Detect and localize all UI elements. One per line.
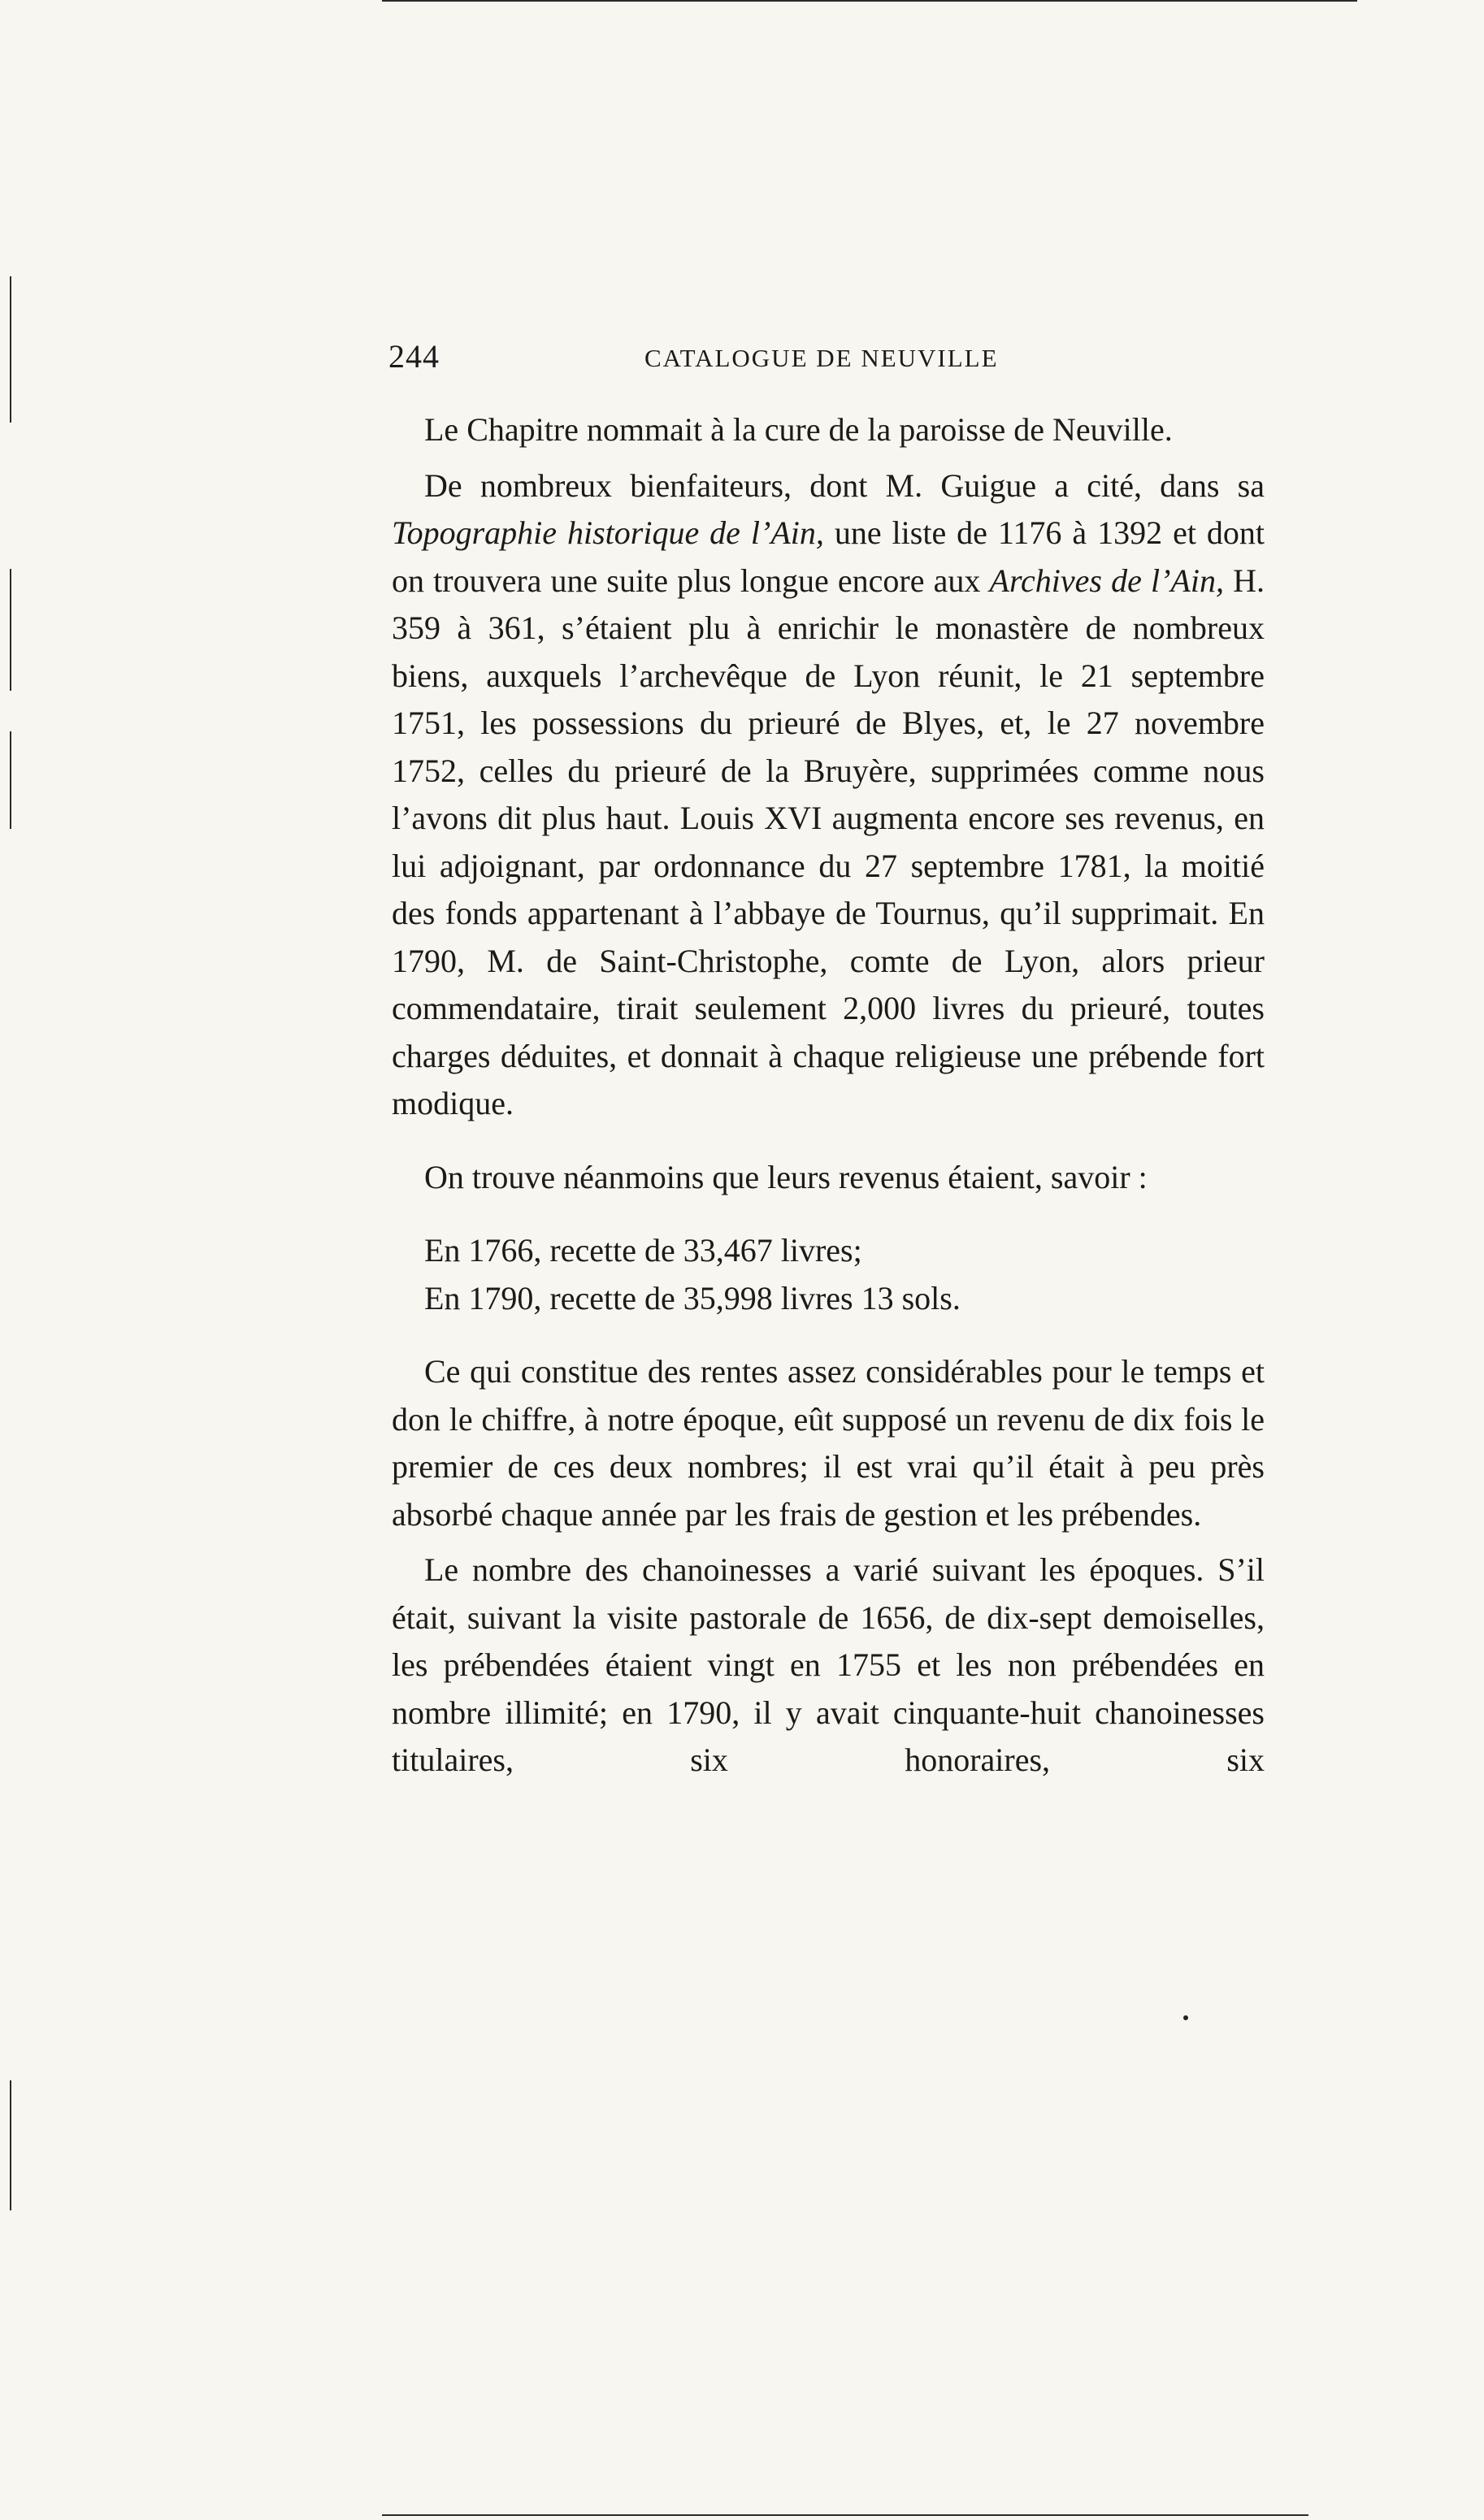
text-run: De nombreux bienfaiteurs, dont M. Guigue a cité, dans sa [424, 466, 1265, 504]
scan-edge-left [10, 731, 11, 829]
running-title: CATALOGUE DE NEUVILLE [644, 344, 999, 372]
scan-edge-bottom [382, 2514, 1308, 2516]
text-run: une liste de 1176 à 1392 et dont on trouvera une suite plus longue encore aux [392, 514, 1265, 599]
running-head [388, 337, 1014, 386]
paragraph: Le nombre des chanoinesses a varié suivant les époques. S’il était, suivant la visite pastorale de 1656, de dix-sept demoiselles, les prébendées étaient vingt en 1755 et les non prébendées en nombre illimité; en 1790, il y avait cinquante-huit chanoinesses titulaires, six honoraires, six [392, 1551, 1265, 1778]
paragraph [392, 462, 1265, 1128]
revenue-line: En 1766, recette de 33,467 livres; [424, 1232, 862, 1269]
revenue-line: En 1790, recette de 35,998 livres 13 sols. [424, 1279, 961, 1316]
text-run: H. 359 à 361, s’étaient plu à enrichir le monastère de nombreux biens, auxquels l’archevêque de Lyon réunit, le 21 septembre 1751, les possessions du prieuré de Blyes, et, le 27 novembre 1752, celles du prieuré de la Bruyère, supprimées comme nous l’avons dit plus haut. Louis XVI augmenta encore ses revenus, en lui adjoignant, par ordonnance du 27 septembre 1781, la moitié des fonds appartenant à l’abbaye de Tournus, qu’il supprimait. En 1790, M. de Saint-Christophe, comte de Lyon, alors prieur commendataire, tirait seulement 2,000 livres du prieuré, toutes charges déduites, et donnait à chaque religieuse une prébende fort modique. [392, 562, 1265, 1121]
paragraph: Le Chapitre nommait à la cure de la paroisse de Neuville. [424, 411, 1173, 448]
scan-edge-left [10, 2080, 11, 2210]
ink-speck [1183, 2015, 1188, 2020]
paragraph: On trouve néanmoins que leurs revenus étaient, savoir : [424, 1158, 1148, 1195]
scan-edge-top [382, 0, 1357, 2]
scan-edge-left [10, 276, 11, 423]
scan-edge-left [10, 569, 11, 691]
page-number: 244 [388, 338, 440, 375]
italic-title: Topographie historique de l’Ain, [392, 514, 824, 551]
italic-title: Archives de l’Ain, [989, 562, 1224, 599]
paragraph: Ce qui constitue des rentes assez considérables pour le temps et don le chiffre, à notre époque, eût supposé un revenu de dix fois le premier de ces deux nombres; il est vrai qu’il était à peu près absorbé chaque année par les frais de gestion et les prébendes. [392, 1353, 1265, 1533]
body-text [392, 406, 1265, 1785]
